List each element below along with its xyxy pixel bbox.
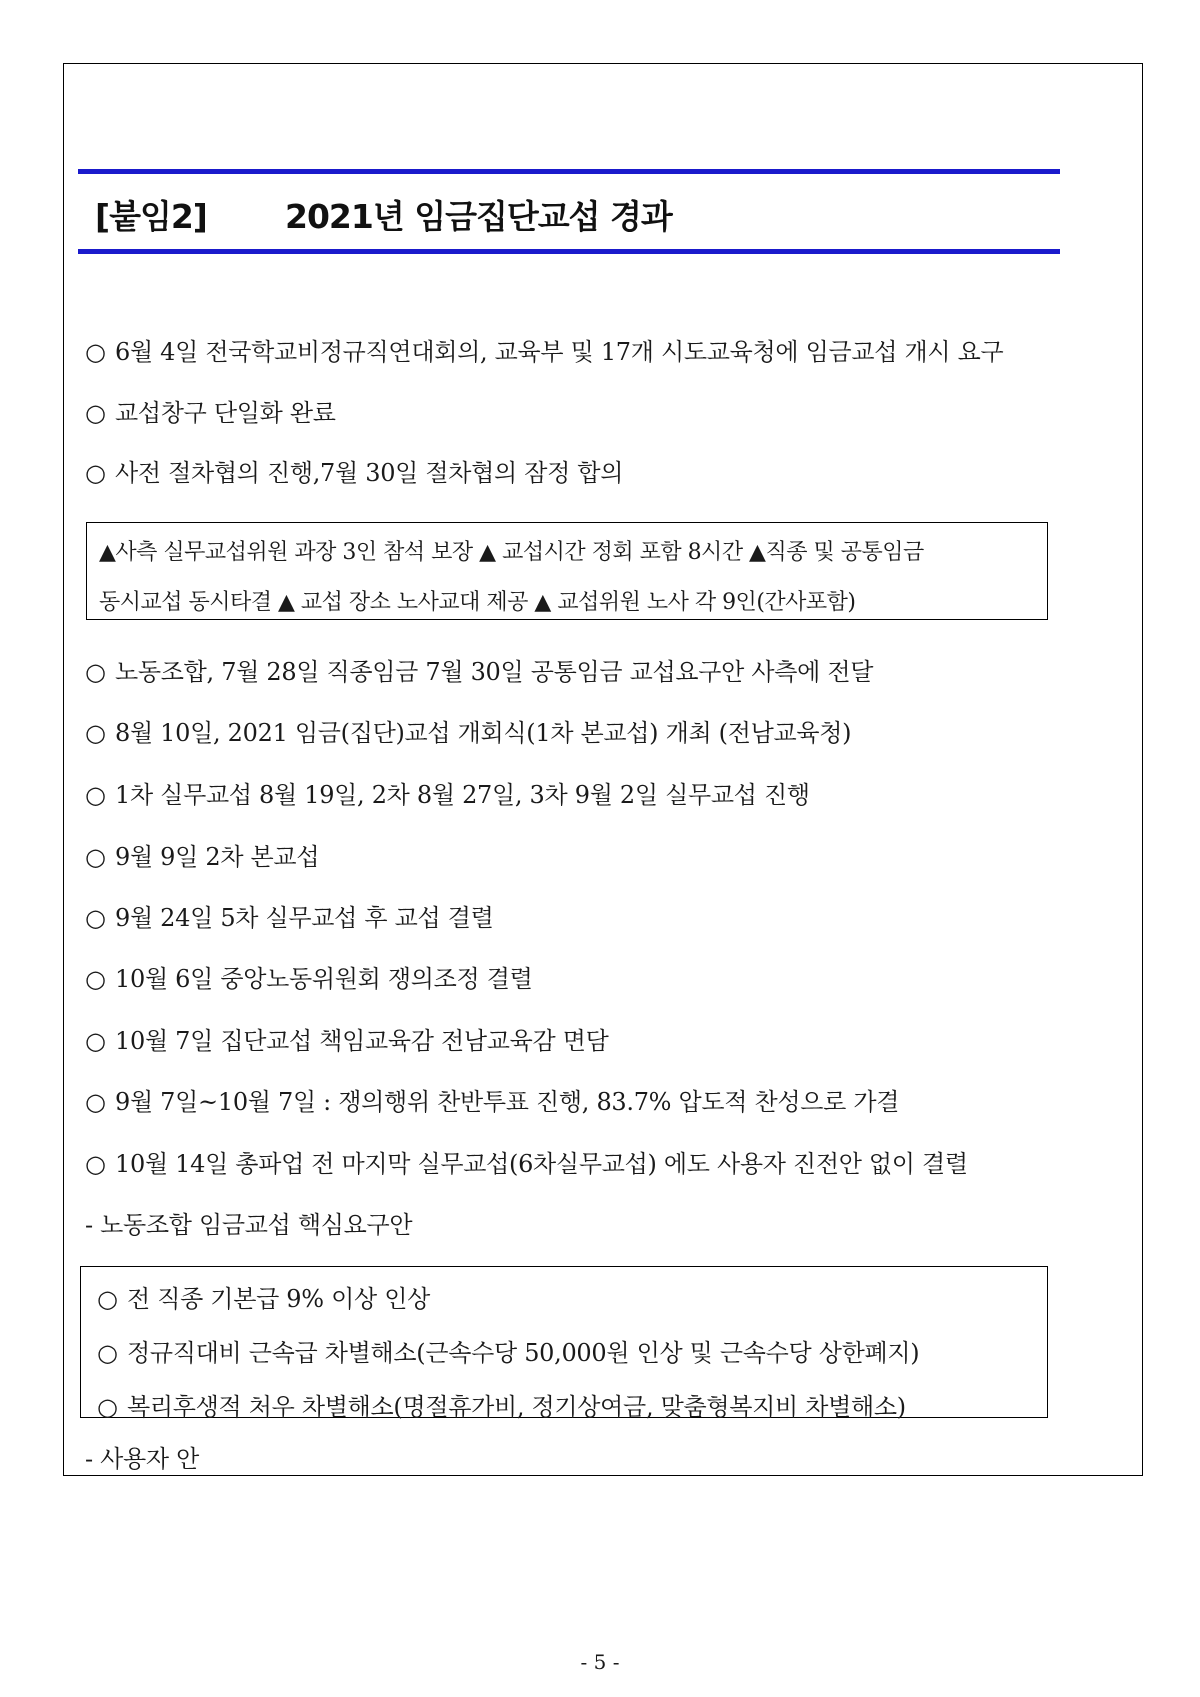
list-item: ○ 9월 24일 5차 실무교섭 후 교섭 결렬	[85, 904, 494, 932]
bullet-icon: ○	[85, 1027, 106, 1055]
list-item: ○ 6월 4일 전국학교비정규직연대회의, 교육부 및 17개 시도교육청에 임금교섭 개시 요구	[85, 338, 1004, 366]
list-item: ○ 8월 10일, 2021 임금(집단)교섭 개회식(1차 본교섭) 개최 (전남교육청)	[85, 719, 852, 747]
demand-item: ○ 복리후생적 처우 차별해소(명절휴가비, 정기상여금, 맞춤형복지비 차별해소)	[97, 1393, 906, 1421]
agreement-line-2: 동시교섭 동시타결 ▲ 교섭 장소 노사교대 제공 ▲ 교섭위원 노사 각 9인(간사포함)	[99, 590, 856, 615]
bullet-icon: ○	[97, 1339, 118, 1367]
union-demands-box	[80, 1266, 1048, 1421]
agreement-line-1: ▲사측 실무교섭위원 과장 3인 참석 보장 ▲ 교섭시간 정회 포함 8시간 ▲직종 및 공통임금	[99, 540, 924, 565]
bullet-icon: ○	[85, 399, 106, 427]
list-item: ○ 노동조합, 7월 28일 직종임금 7월 30일 공통임금 교섭요구안 사측에 전달	[85, 658, 874, 686]
list-item: ○ 9월 7일~10월 7일 : 쟁의행위 찬반투표 진행, 83.7% 압도적 찬성으로 가결	[85, 1088, 900, 1116]
bullet-icon: ○	[85, 719, 106, 747]
title-row	[95, 190, 672, 238]
union-demands-heading: - 노동조합 임금교섭 핵심요구안	[85, 1211, 413, 1239]
list-item: ○ 사전 절차협의 진행,7월 30일 절차협의 잠정 합의	[85, 459, 624, 487]
list-item: ○ 1차 실무교섭 8월 19일, 2차 8월 27일, 3차 9월 2일 실무교섭 진행	[85, 781, 810, 809]
list-item: ○ 9월 9일 2차 본교섭	[85, 843, 320, 871]
agreement-box	[86, 522, 1048, 620]
attachment-tag: [붙임2]	[95, 196, 207, 236]
employer-heading: - 사용자 안	[85, 1445, 200, 1473]
page-frame	[63, 63, 1143, 1476]
bullet-icon: ○	[85, 965, 106, 993]
list-item: ○ 교섭창구 단일화 완료	[85, 399, 336, 427]
bullet-icon: ○	[85, 658, 106, 686]
bullet-icon: ○	[85, 781, 106, 809]
list-item: ○ 10월 7일 집단교섭 책임교육감 전남교육감 면담	[85, 1027, 609, 1055]
title-rule-bottom	[78, 249, 1060, 254]
bullet-icon: ○	[97, 1393, 118, 1421]
bullet-icon: ○	[85, 459, 106, 487]
bullet-icon: ○	[85, 904, 106, 932]
list-item: ○ 10월 6일 중앙노동위원회 쟁의조정 결렬	[85, 965, 533, 993]
bullet-icon: ○	[85, 1150, 106, 1178]
demand-item: ○ 전 직종 기본급 9% 이상 인상	[97, 1285, 430, 1313]
page-title: 2021년 임금집단교섭 경과	[285, 196, 672, 236]
bullet-icon: ○	[85, 843, 106, 871]
title-rule-top	[78, 169, 1060, 174]
demand-item: ○ 정규직대비 근속급 차별해소(근속수당 50,000원 인상 및 근속수당 상한폐지)	[97, 1339, 920, 1367]
bullet-icon: ○	[85, 1088, 106, 1116]
bullet-icon: ○	[85, 338, 106, 366]
list-item: ○ 10월 14일 총파업 전 마지막 실무교섭(6차실무교섭) 에도 사용자 진전안 없이 결렬	[85, 1150, 968, 1178]
bullet-icon: ○	[97, 1285, 118, 1313]
page-number: - 5 -	[580, 1650, 620, 1674]
